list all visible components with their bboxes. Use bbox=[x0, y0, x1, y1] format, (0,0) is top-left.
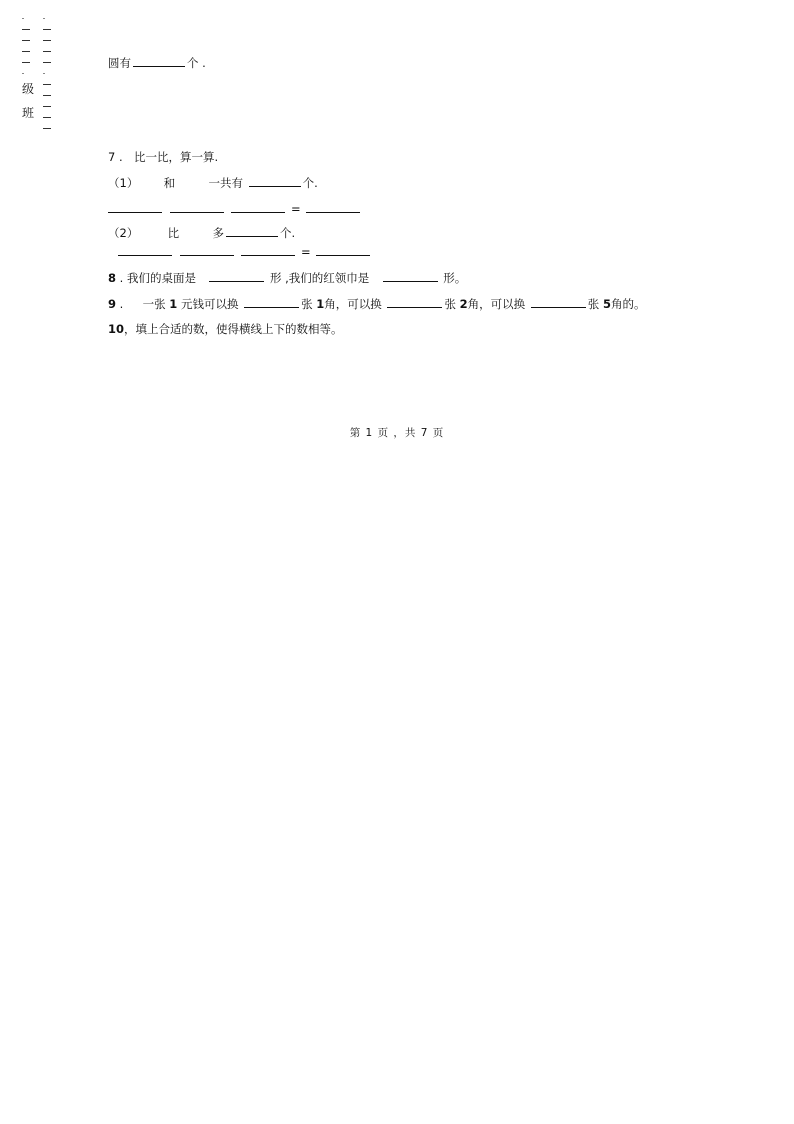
equals-sign: = bbox=[300, 245, 311, 259]
binding-margin-left bbox=[22, 18, 34, 84]
equation-blank[interactable] bbox=[241, 244, 295, 256]
page-footer: 第 1 页 ，共 7 页 bbox=[349, 427, 445, 439]
q7-part1-equation bbox=[106, 201, 362, 216]
q7-part2-label: （2） bbox=[108, 226, 139, 240]
q6-prefix: 圆有 bbox=[108, 56, 131, 70]
equation-blank[interactable] bbox=[316, 244, 370, 256]
equation-blank[interactable] bbox=[108, 201, 162, 213]
q7-part1-total: 一共有 bbox=[208, 176, 243, 190]
q7-part2-unit: 个. bbox=[279, 226, 296, 240]
q9-text5: 张 bbox=[444, 297, 456, 311]
q9-num1: 1 bbox=[169, 297, 178, 311]
q10-text: ，填上合适的数，使得横线上下的数相等。 bbox=[124, 322, 343, 336]
q9-text6: 角，可以换 bbox=[467, 297, 526, 311]
q9-num4: 5 bbox=[602, 297, 611, 311]
equation-blank[interactable] bbox=[306, 201, 360, 213]
q7-part1-and: 和 bbox=[163, 176, 176, 190]
q7-part2-equation bbox=[116, 244, 372, 259]
q9-num3: 2 bbox=[459, 297, 468, 311]
q8-text2: 形 bbox=[269, 271, 282, 285]
margin-label-grade: 级 bbox=[22, 82, 35, 96]
answer-blank[interactable] bbox=[133, 55, 185, 67]
q8-number: 8 bbox=[108, 271, 117, 285]
margin-label-class: 班 bbox=[22, 106, 35, 120]
answer-blank[interactable] bbox=[249, 175, 301, 187]
equation-blank[interactable] bbox=[231, 201, 285, 213]
q9-text7: 张 bbox=[587, 297, 600, 311]
binding-margin-right bbox=[43, 18, 55, 139]
q6-tail-line bbox=[108, 55, 206, 70]
equation-blank[interactable] bbox=[118, 244, 172, 256]
q8-text3: ,我们的红领巾是 bbox=[285, 271, 370, 285]
q7-part2-line bbox=[108, 225, 295, 240]
q9-line bbox=[108, 296, 645, 311]
q8-text1: 我们的桌面是 bbox=[126, 271, 196, 285]
equation-blank[interactable] bbox=[180, 244, 234, 256]
answer-blank[interactable] bbox=[531, 296, 586, 308]
answer-blank[interactable] bbox=[226, 225, 278, 237]
answer-blank[interactable] bbox=[209, 270, 264, 282]
q7-part1-label: （1） bbox=[108, 176, 139, 190]
q7-part1-unit: 个. bbox=[302, 176, 318, 190]
q8-line bbox=[108, 270, 466, 285]
q9-text2: 元钱可以换 bbox=[180, 297, 239, 311]
q8-text4: 形。 bbox=[443, 271, 467, 285]
q8-dot: . bbox=[119, 271, 124, 285]
q9-text3: 张 bbox=[301, 297, 313, 311]
q9-text1: 一张 bbox=[142, 297, 166, 311]
answer-blank[interactable] bbox=[244, 296, 299, 308]
q7-dot: . bbox=[118, 150, 123, 164]
equation-blank[interactable] bbox=[170, 201, 224, 213]
q7-title-line bbox=[108, 150, 218, 164]
q7-number: 7 bbox=[108, 150, 116, 164]
q10-number: 10 bbox=[108, 322, 125, 336]
q7-title: 比一比，算一算. bbox=[133, 150, 219, 164]
q9-text8: 角的。 bbox=[610, 297, 646, 311]
equals-sign: = bbox=[290, 202, 301, 216]
q9-text4: 角，可以换 bbox=[324, 297, 382, 311]
q6-suffix: 个 . bbox=[187, 56, 206, 70]
q7-part1-line bbox=[108, 175, 318, 190]
q9-number: 9 bbox=[108, 297, 117, 311]
q7-part2-compare: 比 bbox=[167, 226, 180, 240]
q9-dot: . bbox=[119, 297, 124, 311]
q7-part2-more: 多 bbox=[212, 226, 224, 240]
q9-num2: 1 bbox=[316, 297, 325, 311]
q10-line bbox=[108, 322, 343, 336]
answer-blank[interactable] bbox=[383, 270, 438, 282]
answer-blank[interactable] bbox=[387, 296, 442, 308]
